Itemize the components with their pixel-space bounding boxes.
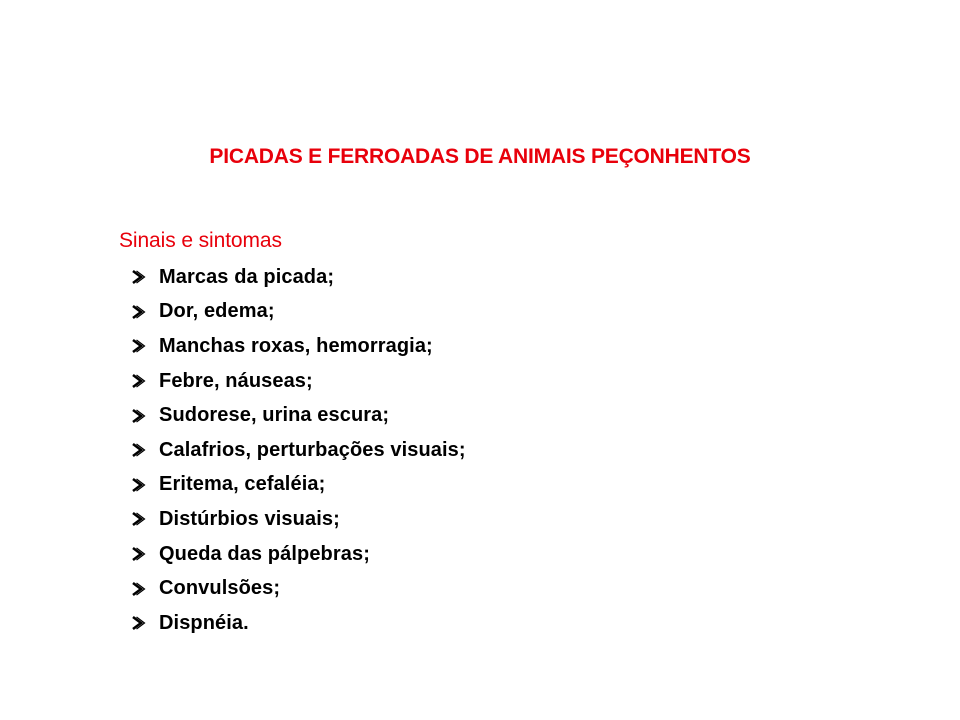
list-item xyxy=(131,606,466,641)
arrowhead-bullet-icon xyxy=(131,580,149,598)
arrowhead-bullet-icon xyxy=(131,614,149,632)
list-item-label: Calafrios, perturbações visuais; xyxy=(159,438,466,461)
arrowhead-bullet-icon xyxy=(131,545,149,563)
list-item xyxy=(131,433,466,468)
list-item-label: Eritema, cefaléia; xyxy=(159,473,326,496)
list-item-label: Febre, náuseas; xyxy=(159,369,313,392)
list-item xyxy=(131,537,466,572)
arrowhead-bullet-icon xyxy=(131,476,149,494)
list-item-label: Dor, edema; xyxy=(159,300,275,323)
list-item xyxy=(131,468,466,503)
list-item-label: Marcas da picada; xyxy=(159,265,335,288)
list-item-label: Dispnéia. xyxy=(159,611,249,634)
arrowhead-bullet-icon xyxy=(131,510,149,528)
section-heading: Sinais e sintomas xyxy=(119,229,282,252)
arrowhead-bullet-icon xyxy=(131,407,149,425)
list-item xyxy=(131,502,466,537)
list-item xyxy=(131,295,466,330)
list-item-label: Convulsões; xyxy=(159,577,281,600)
list-item xyxy=(131,571,466,606)
arrowhead-bullet-icon xyxy=(131,337,149,355)
list-item-label: Distúrbios visuais; xyxy=(159,507,340,530)
list-item-label: Sudorese, urina escura; xyxy=(159,404,390,427)
list-item xyxy=(131,260,466,295)
list-item xyxy=(131,364,466,399)
arrowhead-bullet-icon xyxy=(131,441,149,459)
list-item xyxy=(131,398,466,433)
symptom-list xyxy=(131,260,466,641)
arrowhead-bullet-icon xyxy=(131,372,149,390)
list-item-label: Manchas roxas, hemorragia; xyxy=(159,334,433,357)
slide-title: PICADAS E FERROADAS DE ANIMAIS PEÇONHENTOS xyxy=(209,145,751,168)
list-item-label: Queda das pálpebras; xyxy=(159,542,370,565)
arrowhead-bullet-icon xyxy=(131,268,149,286)
arrowhead-bullet-icon xyxy=(131,303,149,321)
list-item xyxy=(131,329,466,364)
